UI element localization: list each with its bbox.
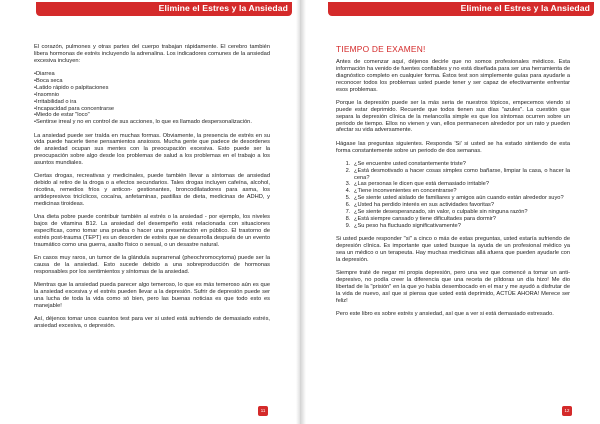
list-item: 3. ¿Las personas le dicen que está demasiado irritable? xyxy=(352,181,570,188)
list-item: • Boca seca xyxy=(34,78,270,85)
header-bar xyxy=(36,2,292,16)
right-page xyxy=(300,0,600,424)
list-item: 1. ¿Se encuentre usted constantemente triste? xyxy=(352,161,570,168)
list-item: • Insomnio xyxy=(34,92,270,99)
list-item: 7. ¿Se siente desesperanzado, sin valor, o culpable sin ninguna razón? xyxy=(352,209,570,216)
body-paragraph: Hágase las preguntas siguientes. Responda 'Si' si usted se ha estado sintiendo de esta forma constantemente sobre un periodo de dos semanas. xyxy=(336,140,570,154)
list-item: • Miedo de estar "loco" xyxy=(34,112,270,119)
list-item: • Latido rápido o palpitaciones xyxy=(34,85,270,92)
list-item: • Incapacidad para concentrarse xyxy=(34,106,270,113)
page-number: 12 xyxy=(562,406,572,416)
list-item: 5. ¿Se siente usted aislado de familiares y amigos aún cuando están alrededor suyo? xyxy=(352,195,570,202)
page-number: 11 xyxy=(258,406,268,416)
list-item: 4. ¿Tiene inconvenientes en concentrarse? xyxy=(352,188,570,195)
body-paragraph: Antes de comenzar aquí, déjenos decirle que no somos profesionales médicos. Esta información ha venido de fuentes confiables y no está diseñada para ser una herramienta de diagnóstico completo en cualquier forma. Éstos test son simplemente guías para ayudarle a reconocer todos los problemas usted puede tener y ser capaz de efectivamente enfrentar esos problemas. xyxy=(336,59,570,93)
body-paragraph: Si usted puede responder "si" a cinco o más de estas preguntas, usted estaría sufriendo de depresión clínica. Es importante que usted busque la ayuda de un profesional médico ya sea un médico o un terapeuta. Hay muchas medicinas allá afuera que pueden ayudarle con la depresión. xyxy=(336,236,570,263)
body-paragraph: Porque la depresión puede ser la más seria de nuestros tópicos, empecemos viendo si puede estar deprimido. Recuerde que todos tienen sus días "azules". La cuestión que separa la depresión clínica de la melancolía simple es que los síntomas ocurren sobre un periodo de tiempo. Ellos no vienen y van, ellos permanecen alrededor por un rato y pueden afectar su vida adversamente. xyxy=(336,99,570,134)
intro-paragraph: El corazón, pulmones y otras partes del cuerpo trabajan rápidamente. El cerebro también libera hormonas de estrés incluyendo la adrenalina. Los indicadores comunes de la ansiedad excesiva incluyen: xyxy=(34,44,270,64)
header-bar xyxy=(328,2,594,16)
list-item: • Sentirse irreal y no en control de sus acciones, lo que es llamado despersonalización. xyxy=(34,119,270,126)
list-item: 9. ¿Su peso ha fluctuado significativamente? xyxy=(352,223,570,230)
right-content xyxy=(336,44,570,324)
header-title: Elimine el Estres y la Ansiedad xyxy=(158,3,288,13)
body-paragraph: Siempre traté de negar mi propia depresión, pero una vez que comencé a tomar un anti-depresivo, no podía creer la diferencia que una receta de píldoras un día hizo! Me dio libertad de la "prisión" en la que yo había desembocado en el mar y me ayudó a disfrutar de la vida de nuevo, así que si piensa que usted está deprimido, ACTÚE AHORA! Merece ser feliz! xyxy=(336,270,570,304)
spine-shadow xyxy=(300,0,306,424)
body-paragraph: Pero este libro es sobre estrés y ansiedad, así que a ver si está demasiado estresado. xyxy=(336,310,554,317)
symptom-list xyxy=(34,71,270,126)
section-title: TIEMPO DE EXAMEN! xyxy=(336,44,426,54)
body-paragraph: La ansiedad puede ser traída en muchas formas. Obviamente, la presencia de estrés en su vida puede hacerle tiene pensamientos ansiosos. Mucha gente que padece de desordenes de ansiedad ocupan sus mentes con la preocupación excesiva. Esto puede ser la preocupación sobre algo desde los problemas de salud a los problemas en el trabajo a los asuntos mundiales. xyxy=(34,132,270,167)
header-title: Elimine el Estres y la Ansiedad xyxy=(460,3,590,13)
left-content xyxy=(34,44,270,336)
list-item: 6. ¿Usted ha perdido interés en sus actividades favoritas? xyxy=(352,202,570,209)
body-paragraph: Una dieta pobre puede contribuir también al estrés o la ansiedad - por ejemplo, los niveles bajos de vitamina B12. La ansiedad del desempeño está relacionada con situaciones específicas, como tomar una prueba o hacer una presentación en público. El trastorno de estrés post-trauma (TEPT) es un desorden de estrés que se desarrolla después de un evento traumático como una guerra, asalto físico o sexual, o un desastre natural. xyxy=(34,214,270,248)
body-paragraph: En casos muy raros, un tumor de la glándula suprarrenal (pheochromocytoma) puede ser la causa de la ansiedad. Esto sucede debido a una sobreproducción de hormonas responsables por los sentimientos y síntomas de la ansiedad. xyxy=(34,255,270,275)
page-header xyxy=(328,2,594,16)
body-paragraph: Así, déjenos tomar unos cuantos test para ver si usted está sufriendo de demasiado estrés, ansiedad excesiva, o depresión. xyxy=(34,315,270,329)
list-item: • Diarrea xyxy=(34,71,270,78)
page-header xyxy=(36,2,292,16)
body-paragraph: Ciertas drogas, recreativas y medicinales, puede también llevar a síntomas de ansiedad debido al retiro de la droga o a efectos secundarios. Tales drogas incluyen cafeína, alcohol, nicotina, remedios fríos y anticon- gestionantes, broncodilatadores para asma, los antidepresivos tricíclicos, cocaína, anfetaminas, pastillas de dieta, medicinas de ADHD, y medicinas tiroideas. xyxy=(34,173,270,208)
body-paragraph: Mientras que la ansiedad pueda parecer algo temeroso, lo que es más temeroso aún es que la ansiedad excesiva y el estrés pueden llevar a la depresión. Sufrir de depresión puede ser una lucha de toda la vida como só bien, pero las buenas noticias es que todo esto es manejable! xyxy=(34,282,270,309)
list-item: 8. ¿Está siempre cansado y tiene dificultades para dormir? xyxy=(352,216,570,223)
question-list xyxy=(352,161,570,230)
list-item: 2. ¿Está desmotivado a hacer cosas simples como bañarse, limpiar la casa, o hacer la cena? xyxy=(352,168,570,182)
list-item: • Irritabilidad o ira xyxy=(34,99,270,106)
